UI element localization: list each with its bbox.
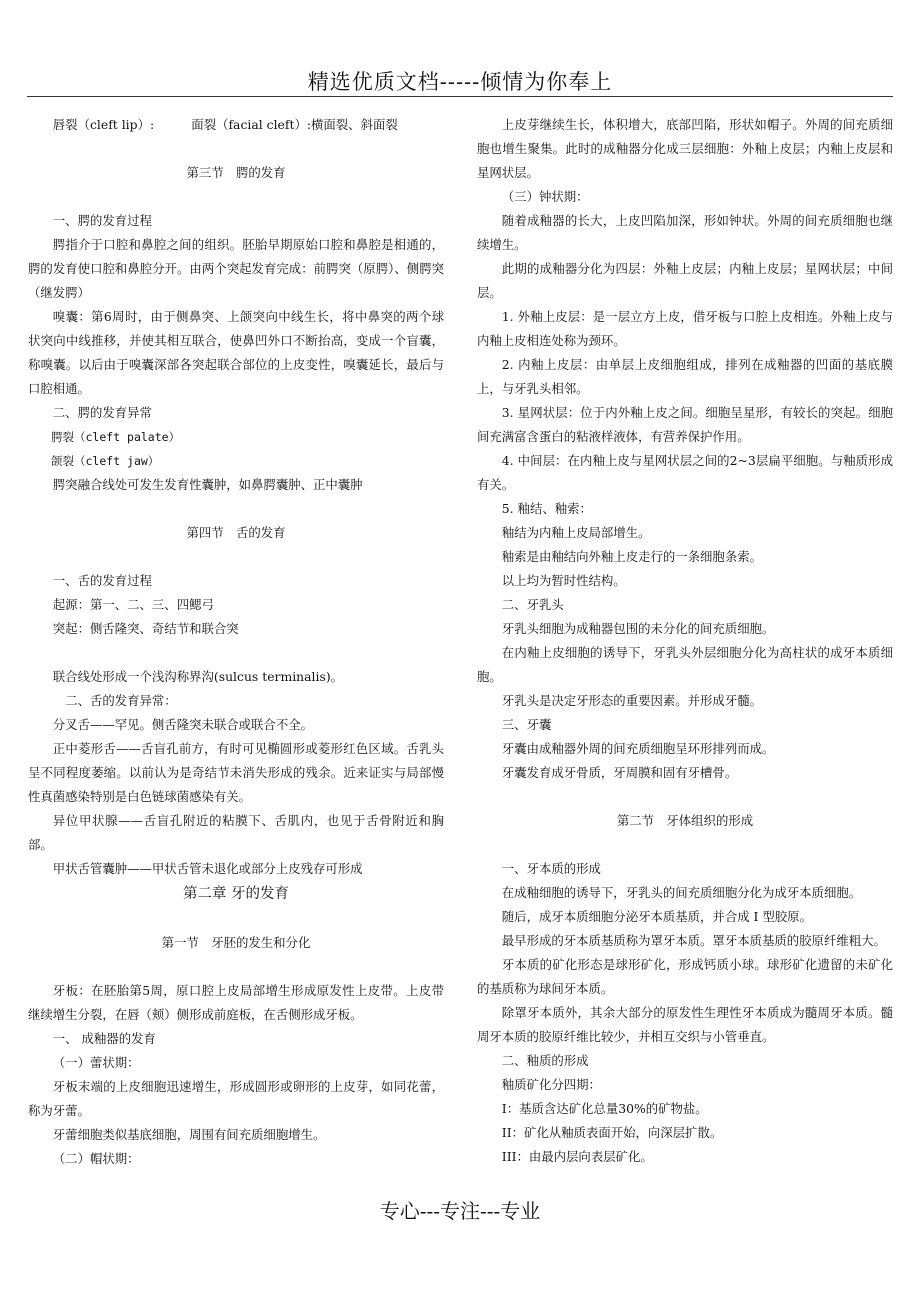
spacer [477,785,893,809]
spacer [477,833,893,857]
paragraph: 甲状舌管囊肿——甲状舌管未退化或部分上皮残存可形成 [52,861,363,876]
header-divider [27,96,893,97]
spacer [28,185,444,209]
paragraph: 釉索是由釉结向外釉上皮走行的一条细胞条索。 [501,549,762,564]
paragraph: 腭突融合线处可发生发育性囊肿，如鼻腭囊肿、正中囊肿 [52,477,363,492]
paragraph: 颌裂（cleft jaw） [51,454,160,468]
paragraph: 一、舌的发育过程 [52,573,152,588]
section-heading: 第二节 牙体组织的形成 [616,813,754,828]
paragraph: 5. 釉结、釉索： [501,501,592,516]
paragraph: 联合线处形成一个浅沟称界沟(sulcus terminalis)。 [52,669,344,684]
paragraph: 最早形成的牙本质基质称为罩牙本质。罩牙本质基质的胶原纤维粗大。 [501,933,886,948]
section-heading: 第三节 腭的发育 [186,165,286,180]
paragraph: 1. 外釉上皮层：是一层立方上皮，借牙板与口腔上皮相连。外釉上皮与内釉上皮相连处称为颈环。 [477,309,893,348]
paragraph: （二）帽状期： [52,1151,140,1166]
paragraph: 随着成釉器的长大，上皮凹陷加深，形如钟状。外周的间充质细胞也继续增生。 [477,213,893,252]
spacer [28,907,444,931]
spacer [28,137,444,161]
section-heading: 第四节 舌的发育 [186,525,286,540]
paragraph: 2. 内釉上皮层：由单层上皮细胞组成，排列在成釉器的凹面的基底膜上，与牙乳头相邻。 [477,357,893,396]
page-footer: 专心---专注---专业 [379,1199,541,1223]
paragraph: 起源：第一、二、三、四鳃弓 [52,597,214,612]
paragraph: 牙囊发育成牙骨质，牙周膜和固有牙槽骨。 [501,765,738,780]
paragraph: 牙板：在胚胎第5周，原口腔上皮局部增生形成原发性上皮带。上皮带继续增生分裂，在唇（颊）侧形成前庭板，在舌侧形成牙板。 [28,983,444,1022]
paragraph: III：由最内层向表层矿化。 [501,1149,653,1164]
paragraph: 牙本质的矿化形态是球形矿化，形成钙质小球。球形矿化遗留的未矿化的基质称为球间牙本质。 [477,957,893,996]
paragraph: 二、釉质的形成 [501,1053,589,1068]
chapter-heading: 第二章 牙的发育 [182,886,290,902]
spacer [28,545,444,569]
spacer [28,955,444,979]
paragraph: 一、腭的发育过程 [52,213,152,228]
paragraph: 4. 中间层：在内釉上皮与星网状层之间的2~3层扁平细胞。与釉质形成有关。 [477,453,893,492]
page-header-title: 精选优质文档-----倾情为你奉上 [307,70,613,94]
paragraph: 腭指介于口腔和鼻腔之间的组织。胚胎早期原始口腔和鼻腔是相通的，腭的发育使口腔和鼻腔分开。由两个突起发育完成：前腭突（原腭）、侧腭突（继发腭） [28,237,444,300]
paragraph: 唇裂（cleft lip）: 面裂（facial cleft）:横面裂、斜面裂 [52,117,398,132]
paragraph: 突起：侧舌隆突、奇结节和联合突 [52,621,239,636]
paragraph: 此期的成釉器分化为四层：外釉上皮层；内釉上皮层；星网状层；中间层。 [477,261,893,300]
paragraph: 异位甲状腺——舌盲孔附近的粘膜下、舌肌内，也见于舌骨附近和胸部。 [28,813,444,852]
paragraph: 一、 成釉器的发育 [52,1031,156,1046]
paragraph: 釉质矿化分四期： [501,1077,601,1092]
paragraph: 分叉舌——罕见。侧舌隆突未联合或联合不全。 [52,717,313,732]
paragraph: 以上均为暂时性结构。 [501,573,626,588]
paragraph: 牙乳头是决定牙形态的重要因素。并形成牙髓。 [501,693,762,708]
spacer [28,641,444,665]
paragraph: 二、腭的发育异常 [52,405,152,420]
paragraph: 三、牙囊 [501,717,552,732]
paragraph: （三）钟状期： [501,189,589,204]
paragraph: 3. 星网状层：位于内外釉上皮之间。细胞呈星形，有较长的突起。细胞间充满富含蛋白的粘液样液体，有营养保护作用。 [477,405,893,444]
paragraph: 一、牙本质的形成 [501,861,601,876]
right-column [477,113,893,1169]
paragraph: （一）蕾状期： [52,1055,140,1070]
paragraph: 上皮芽继续生长，体积增大，底部凹陷，形状如帽子。外周的间充质细胞也增生聚集。此时的成釉器分化成三层细胞：外釉上皮层；内釉上皮层和星网状层。 [477,117,893,180]
spacer [28,497,444,521]
paragraph: 正中菱形舌——舌盲孔前方，有时可见椭圆形或菱形红色区域。舌乳头呈不同程度萎缩。以前认为是奇结节未消失形成的残余。近来证实与局部慢性真菌感染特别是白色链球菌感染有关。 [28,741,444,804]
paragraph: 二、牙乳头 [501,597,564,612]
paragraph: II：矿化从釉质表面开始，向深层扩散。 [501,1125,723,1140]
paragraph: 随后，成牙本质细胞分泌牙本质基质，并合成 I 型胶原。 [501,909,812,924]
section-heading: 第一节 牙胚的发生和分化 [161,935,311,950]
paragraph: I：基质含达矿化总量30%的矿物盐。 [501,1101,708,1116]
paragraph: 在内釉上皮细胞的诱导下，牙乳头外层细胞分化为高柱状的成牙本质细胞。 [477,645,893,684]
paragraph: 在成釉细胞的诱导下，牙乳头的间充质细胞分化为成牙本质细胞。 [501,885,862,900]
paragraph: 除罩牙本质外，其余大部分的原发性生理性牙本质成为髓周牙本质。髓周牙本质的胶原纤维比较少，并相互交织与小管垂直。 [477,1005,893,1044]
paragraph: 腭裂（cleft palate） [51,430,181,444]
left-column [28,113,444,1171]
paragraph: 牙蕾细胞类似基底细胞，周围有间充质细胞增生。 [52,1127,326,1142]
paragraph: 嗅囊：第6周时，由于侧鼻突、上颌突向中线生长，将中鼻突的两个球状突向中线推移，并使其相互联合，使鼻凹外口不断抬高，变成一个盲囊，称嗅囊。以后由于嗅囊深部各突起联合部位的上皮变性，嗅囊延长，最后与口腔相通。 [28,309,444,396]
paragraph: 牙板末端的上皮细胞迅速增生，形成圆形或卵形的上皮芽，如同花蕾，称为牙蕾。 [28,1079,444,1118]
paragraph: 釉结为内釉上皮局部增生。 [501,525,651,540]
paragraph: 牙乳头细胞为成釉器包围的未分化的间充质细胞。 [501,621,775,636]
paragraph: 牙囊由成釉器外周的间充质细胞呈环形排列而成。 [501,741,775,756]
paragraph: 二、舌的发育异常： [65,693,177,708]
